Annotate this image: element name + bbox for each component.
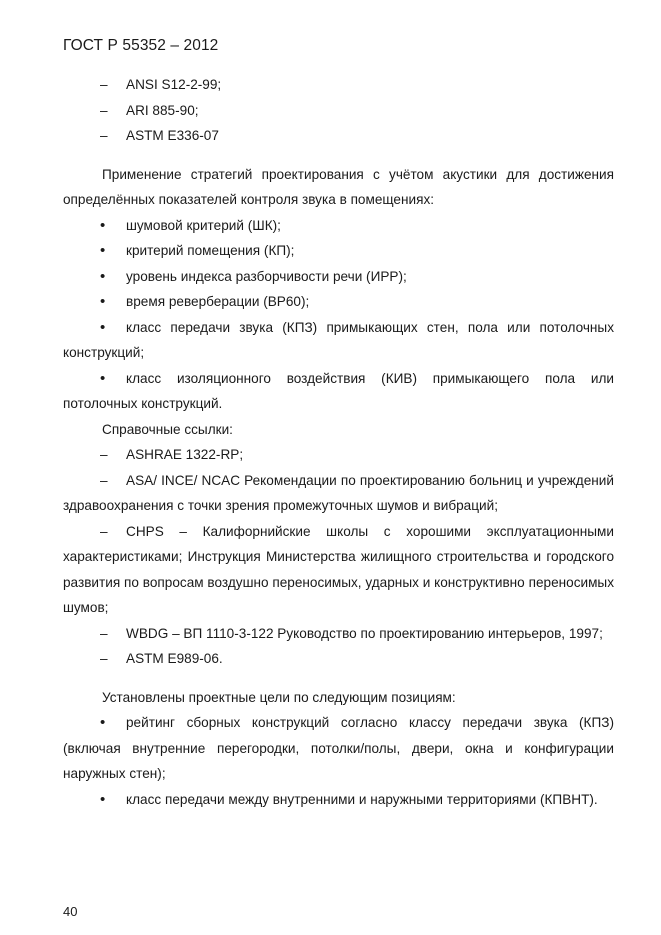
list-item (63, 213, 614, 239)
list-item (63, 264, 614, 290)
list-item (63, 98, 614, 124)
list-item (63, 646, 614, 672)
list-item (63, 123, 614, 149)
list-item-text: время реверберации (ВР60); (126, 294, 310, 309)
list-item (63, 519, 614, 621)
list-item (63, 442, 614, 468)
section-gap (63, 672, 614, 685)
strategies-intro: Применение стратегий проектирования с учётом акустики для достижения определённых показателей контроля звука в помещениях: (63, 166, 614, 207)
section-gap (63, 149, 614, 162)
dash-marker: – (100, 102, 108, 118)
list-item (63, 72, 614, 98)
dash-marker: – (100, 447, 108, 462)
list-item (63, 289, 614, 315)
list-item (63, 787, 614, 813)
list-item (63, 315, 614, 366)
page-number: 40 (63, 904, 78, 919)
list-item-text: рейтинг сборных конструкций согласно классу передачи звука (КПЗ) (включая внутренние перегородки, потолки/полы, двери, окна и конфигурации наружных стен); (63, 715, 614, 781)
page-content (63, 72, 614, 812)
dash-marker: – (100, 625, 108, 641)
targets-intro: Установлены проектные цели по следующим позициям: (102, 689, 456, 705)
dash-marker: – (100, 523, 108, 539)
list-item (63, 366, 614, 417)
list-item-text: WBDG – ВП 1110-3-122 Руководство по проектированию интерьеров, 1997; (126, 625, 603, 641)
list-item-text: ASTM E336-07 (126, 128, 219, 143)
list-item-text: шумовой критерий (ШК); (126, 217, 281, 233)
dash-marker: – (100, 651, 108, 666)
list-item (63, 710, 614, 787)
list-item-text: ASTM E989-06. (126, 651, 223, 666)
list-item-text: класс изоляционного воздействия (КИВ) примыкающего пола или потолочных конструкций. (63, 370, 614, 411)
list-item-text: ANSI S12-2-99; (126, 77, 222, 92)
list-item-text: уровень индекса разборчивости речи (ИРР); (126, 268, 407, 284)
bullet-marker: • (100, 242, 106, 259)
references-intro: Справочные ссылки: (102, 421, 233, 437)
document-header: ГОСТ Р 55352 – 2012 (63, 37, 219, 54)
list-item-text: ASA/ INCE/ NCAC Рекомендации по проектированию больниц и учреждений здравоохранения с точки зрения промежуточных шумов и вибраций; (63, 472, 614, 513)
list-item (63, 621, 614, 647)
dash-marker: – (100, 472, 108, 488)
list-item (63, 468, 614, 519)
dash-marker: – (100, 128, 108, 143)
bullet-marker: • (100, 318, 106, 336)
list-item-text: класс передачи звука (КПЗ) примыкающих стен, пола или потолочных конструкций; (63, 319, 614, 360)
bullet-marker: • (100, 714, 106, 731)
bullet-marker: • (100, 267, 106, 285)
list-item-text: критерий помещения (КП); (126, 243, 295, 258)
list-item-text: ARI 885-90; (126, 102, 199, 118)
list-item (63, 238, 614, 264)
dash-marker: – (100, 77, 108, 92)
bullet-marker: • (100, 790, 106, 808)
bullet-marker: • (100, 369, 106, 387)
list-item-text: ASHRAE 1322-RP; (126, 447, 244, 462)
bullet-marker: • (100, 293, 106, 310)
bullet-marker: • (100, 216, 106, 234)
list-item-text: класс передачи между внутренними и наружными территориями (КПВНТ). (126, 791, 598, 807)
list-item-text: CHPS – Калифорнийские школы с хорошими эксплуатационными характеристиками; Инструкция Министерства жилищного строительства и городского развития по вопросам воздушно переносимых, ударных и конструктивно переносимых шумов; (63, 523, 614, 615)
